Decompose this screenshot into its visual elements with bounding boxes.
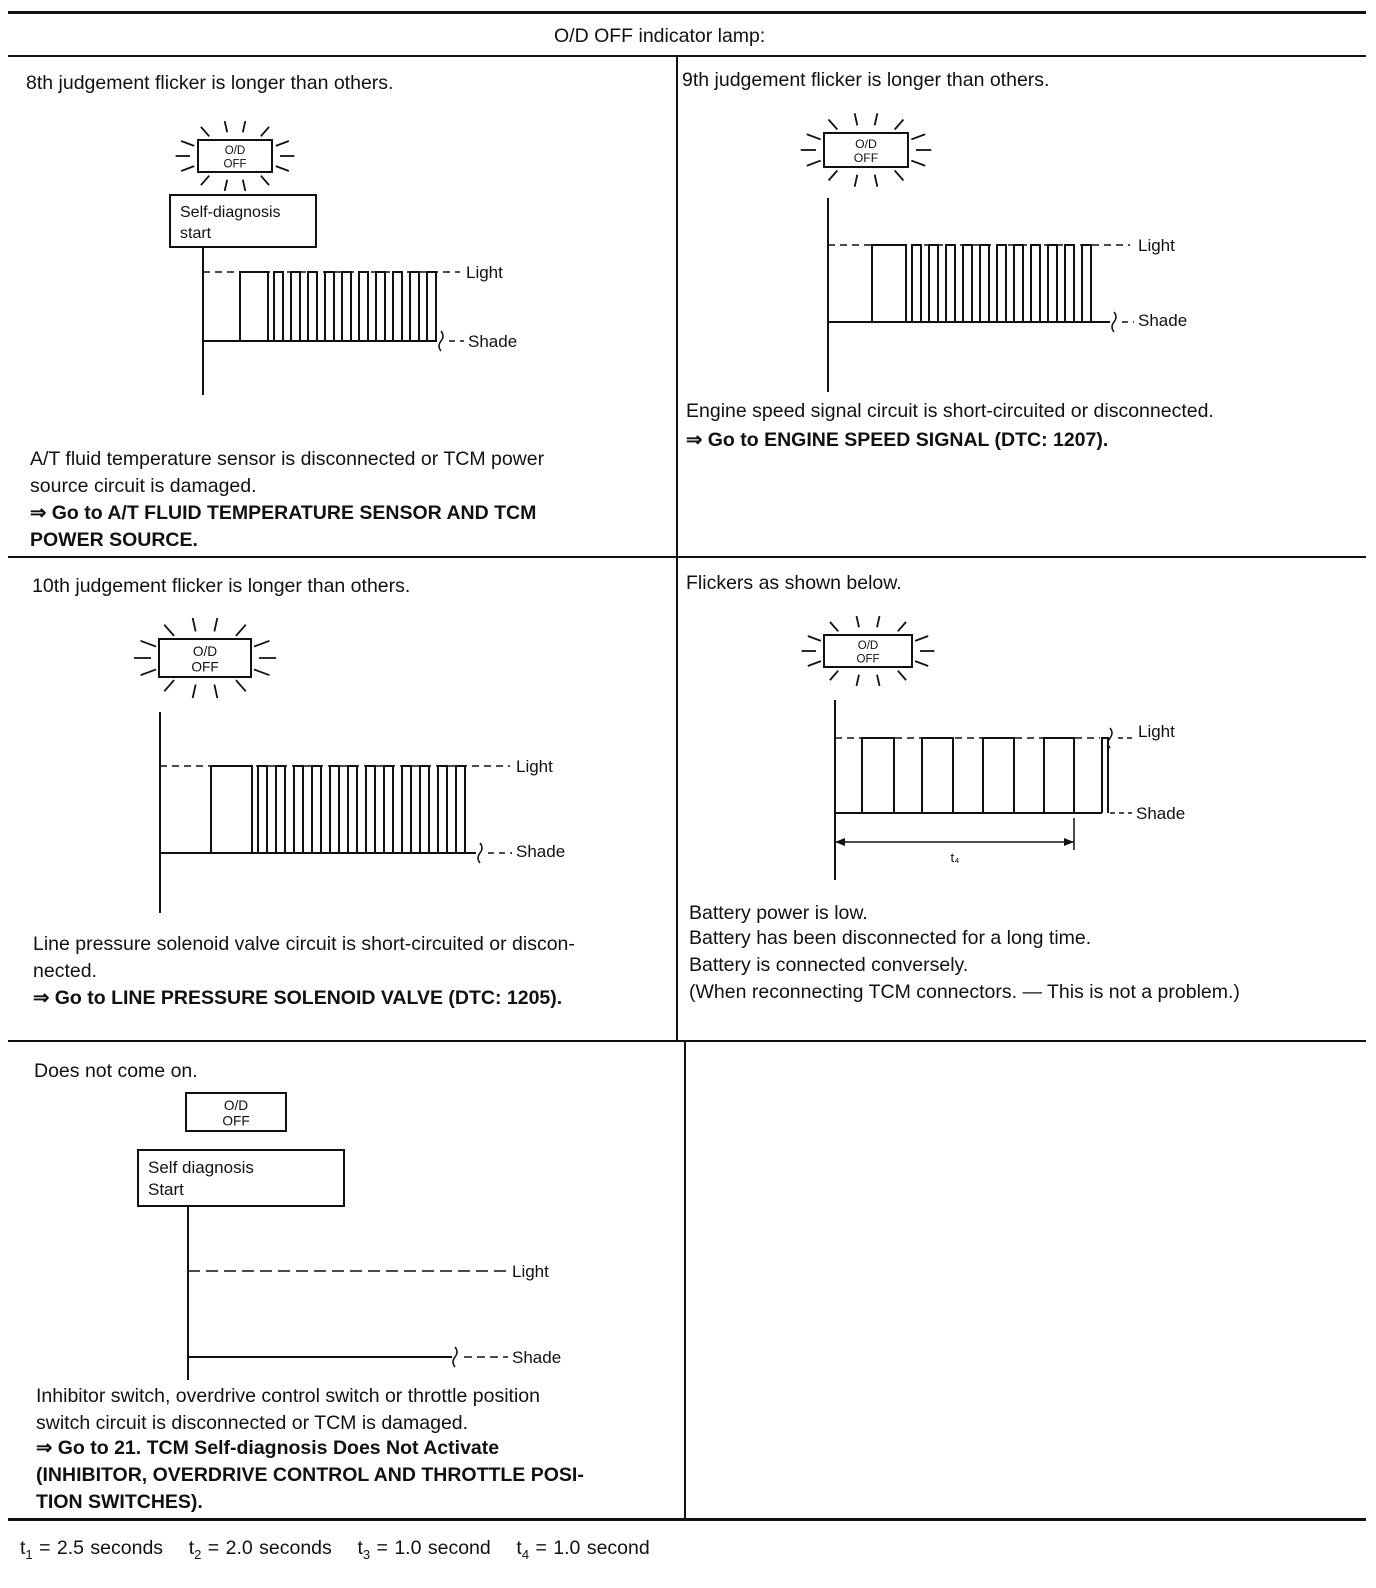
lamp-ray — [225, 180, 228, 191]
cell-nocome-desc-line1: Inhibitor switch, overdrive control switch or throttle position — [36, 1385, 540, 1407]
lamp-ray — [225, 121, 228, 132]
cell-8th-action-line1: ⇒ Go to A/T FLUID TEMPERATURE SENSOR AND TCM — [30, 502, 537, 524]
diagram-10th-brace — [478, 843, 482, 863]
cell-10th-heading: 10th judgement flicker is longer than others. — [32, 575, 411, 597]
timing-t3: $t_3 = 1.0$ second — [357, 1537, 491, 1562]
lamp-icon-off — [186, 1093, 286, 1131]
diagram-10th-light-label: Light — [516, 757, 553, 776]
diagram-nocome-brace — [453, 1347, 457, 1367]
start-box-label: Self-diagnosis — [180, 204, 281, 221]
diagram-8th-pulses — [240, 272, 436, 341]
diagram-9th-pulses — [872, 245, 1091, 322]
timing-t4: $t_4 = 1.0$ second — [516, 1537, 650, 1562]
lamp-ray — [243, 180, 246, 191]
table-title: O/D OFF indicator lamp: — [554, 25, 766, 47]
start-box-nocome — [138, 1150, 344, 1206]
diagram-nocome-shade-label: Shade — [512, 1348, 562, 1367]
lamp-od-label: O/D — [224, 145, 246, 157]
cell-8th-desc-line2: source circuit is damaged. — [30, 475, 257, 497]
cell-8th-heading: 8th judgement flicker is longer than others. — [26, 72, 394, 94]
diagram-9th-brace — [1112, 312, 1116, 332]
diagram-10th-shade-label: Shade — [516, 842, 566, 861]
lamp-off-label: OFF — [856, 653, 880, 666]
lamp-od-label: O/D — [857, 640, 879, 652]
cell-nocome-action-line1: ⇒ Go to 21. TCM Self-diagnosis Does Not Activate — [36, 1437, 500, 1459]
lamp-ray — [829, 119, 838, 129]
lamp-ray — [911, 161, 925, 166]
lamp-ray — [193, 685, 196, 698]
lamp-ray — [830, 622, 838, 631]
lamp-ray — [141, 669, 156, 675]
lamp-ray — [877, 616, 880, 627]
lamp-ray — [915, 636, 928, 641]
lamp-ray — [855, 113, 858, 125]
diagram-9th-light-label: Light — [1138, 236, 1175, 255]
cell-10th-desc-line1: Line pressure solenoid valve circuit is short-circuited or discon- — [33, 933, 575, 955]
start-box-label: Start — [148, 1180, 184, 1199]
lamp-ray — [236, 625, 246, 636]
lamp-ray — [261, 176, 269, 185]
diagram-flicker-t4-label: t₄ — [950, 850, 960, 865]
cell-flicker-desc-line1: Battery power is low. — [689, 902, 868, 924]
cell-8th-action-line2: POWER SOURCE. — [30, 529, 198, 551]
lamp-ray — [895, 119, 904, 129]
lamp-ray — [895, 170, 904, 180]
lamp-off-label: OFF — [191, 659, 219, 675]
lamp-ray — [254, 641, 269, 647]
cell-10th-desc-line2: nected. — [33, 960, 97, 982]
lamp-ray — [261, 127, 269, 136]
lamp-ray — [164, 680, 174, 691]
lamp-off-label: OFF — [853, 151, 879, 166]
lamp-icon-flicker — [802, 616, 935, 686]
lamp-ray — [808, 661, 821, 666]
start-box-8th — [170, 195, 316, 247]
start-box-label: Self diagnosis — [148, 1158, 254, 1177]
cell-nocome-heading: Does not come on. — [34, 1060, 198, 1082]
lamp-ray — [855, 175, 858, 187]
lamp-ray — [830, 671, 838, 680]
lamp-ray — [877, 675, 880, 686]
diagram-flicker-shade-label: Shade — [1136, 804, 1186, 823]
lamp-ray — [276, 141, 289, 146]
lamp-ray — [141, 641, 156, 647]
lamp-off-label: OFF — [223, 158, 247, 171]
lamp-ray — [243, 121, 246, 132]
diagram-flicker-light-label: Light — [1138, 722, 1175, 741]
lamp-od-label: O/D — [223, 1098, 249, 1113]
lamp-icon-8th — [176, 121, 295, 191]
lamp-ray — [898, 671, 906, 680]
lamp-ray — [276, 166, 289, 171]
lamp-ray — [808, 636, 821, 641]
lamp-icon-10th — [134, 618, 276, 698]
lamp-ray — [214, 618, 217, 631]
lamp-ray — [911, 134, 925, 139]
lamp-od-label: O/D — [855, 137, 877, 151]
lamp-ray — [807, 134, 821, 139]
lamp-ray — [201, 176, 209, 185]
lamp-ray — [856, 616, 859, 627]
cell-nocome-desc-line2: switch circuit is disconnected or TCM is damaged. — [36, 1412, 469, 1434]
lamp-od-label: O/D — [192, 644, 218, 659]
lamp-ray — [829, 170, 838, 180]
diagram-nocome-light-label: Light — [512, 1262, 549, 1281]
lamp-ray — [181, 141, 194, 146]
lamp-ray — [164, 625, 174, 636]
lamp-ray — [915, 661, 928, 666]
lamp-ray — [214, 685, 217, 698]
timing-t1: $t_1 = 2.5$ seconds — [20, 1537, 164, 1562]
diagram-10th-pulses — [211, 766, 465, 853]
lamp-ray — [254, 669, 269, 675]
diagram-8th-light-label: Light — [466, 263, 503, 282]
start-box-label: start — [180, 225, 212, 242]
lamp-ray — [898, 622, 906, 631]
cell-flicker-heading: Flickers as shown below. — [686, 572, 902, 594]
lamp-ray — [201, 127, 209, 136]
cell-9th-desc-line1: Engine speed signal circuit is short-circuited or disconnected. — [686, 400, 1214, 422]
lamp-ray — [875, 175, 878, 187]
lamp-icon-9th — [801, 113, 932, 186]
lamp-ray — [856, 675, 859, 686]
cell-flicker-desc-line2: Battery has been disconnected for a long time. — [689, 927, 1092, 949]
cell-flicker-desc-line4: (When reconnecting TCM connectors. — This is not a problem.) — [689, 981, 1240, 1003]
lamp-ray — [875, 113, 878, 125]
lamp-ray — [236, 680, 246, 691]
lamp-ray — [193, 618, 196, 631]
cell-9th-heading: 9th judgement flicker is longer than others. — [682, 69, 1050, 91]
diagram-8th-brace — [439, 331, 443, 351]
cell-10th-action-line1: ⇒ Go to LINE PRESSURE SOLENOID VALVE (DTC: 1205). — [33, 987, 563, 1009]
diagram-8th-shade-label: Shade — [468, 332, 518, 351]
diagram-flicker-pulses — [862, 738, 1108, 813]
lamp-ray — [807, 161, 821, 166]
lamp-ray — [181, 166, 194, 171]
cell-flicker-desc-line3: Battery is connected conversely. — [689, 954, 969, 976]
lamp-off-label: OFF — [222, 1113, 250, 1129]
cell-8th-desc-line1: A/T fluid temperature sensor is disconnected or TCM power — [30, 448, 545, 470]
cell-nocome-action-line3: TION SWITCHES). — [36, 1491, 203, 1513]
cell-nocome-action-line2: (INHIBITOR, OVERDRIVE CONTROL AND THROTTLE POSI- — [36, 1464, 584, 1486]
timing-t2: $t_2 = 2.0$ seconds — [188, 1537, 332, 1562]
diagram-9th-shade-label: Shade — [1138, 311, 1188, 330]
cell-9th-action-line1: ⇒ Go to ENGINE SPEED SIGNAL (DTC: 1207). — [686, 429, 1109, 451]
